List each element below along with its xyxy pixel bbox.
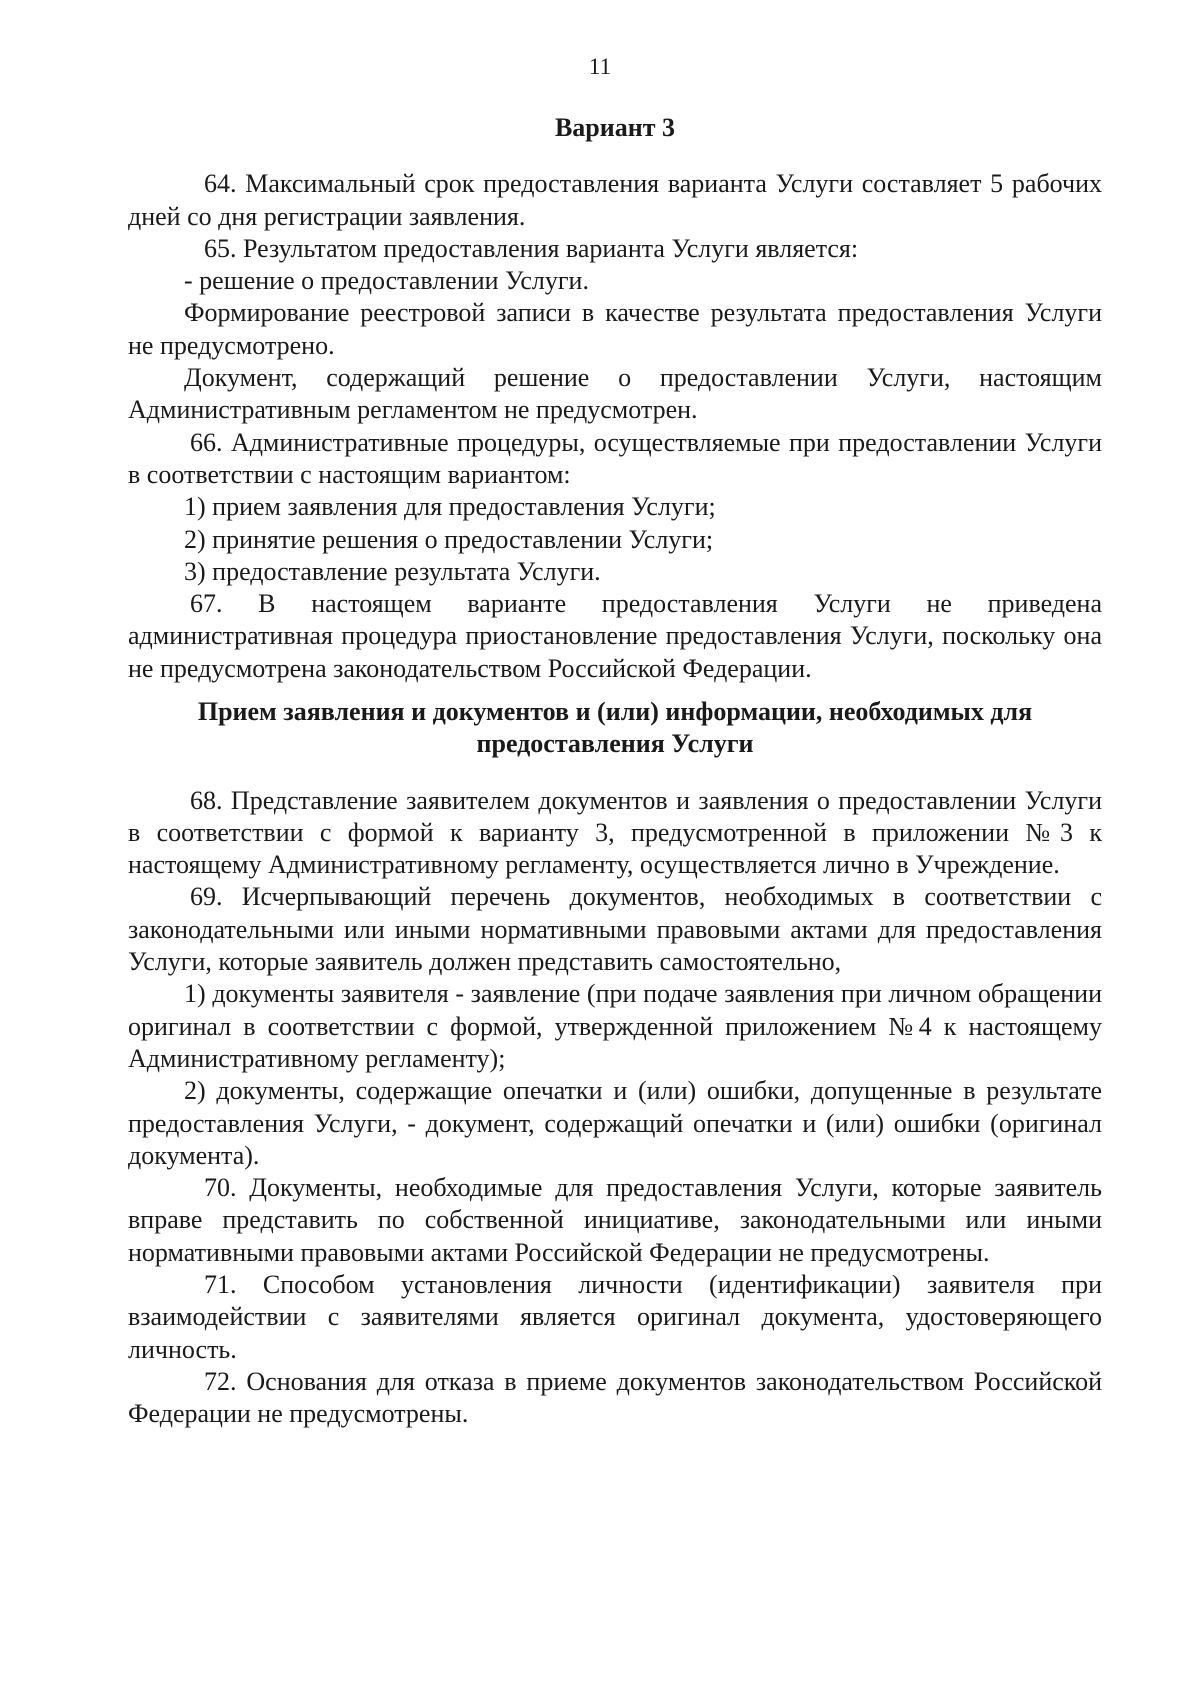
paragraph-65: 65. Результатом предоставления варианта Услуги является:	[204, 233, 859, 263]
section-heading-line-1: Прием заявления и документов и (или) информации, необходимых для	[197, 697, 1033, 726]
paragraph-67: 67. В настоящем варианте предоставления Услуги не приведена административная процедура приостановление предоставления Услуги, поскольку она не предусмотрена законодательством Российской Федерации.	[128, 589, 1102, 683]
list-item-3: 3) предоставление результата Услуги.	[184, 556, 601, 586]
paragraph-71: 71. Способом установления личности (идентификации) заявителя при взаимодействии с заявителями является оригинал документа, удостоверяющего личность.	[128, 1270, 1102, 1364]
section-heading: Вариант 3	[554, 113, 676, 142]
paragraph-68: 68. Представление заявителем документов и заявления о предоставлении Услуги в соответствии с формой к варианту 3, предусмотренной в приложении №3 к настоящему Административному регламенту, осуществляется лично в Учреждение.	[128, 785, 1102, 880]
paragraph-72: 72. Основания для отказа в приеме документов законодательством Российской Федерации не предусмотрены.	[128, 1366, 1102, 1429]
list-item-2: 2) принятие решения о предоставлении Услуги;	[184, 524, 714, 554]
list-item-documents-2: 2) документы, содержащие опечатки и (или) ошибки, допущенные в результате предоставления Услуги, - документ, содержащий опечатки и (или) ошибки (оригинал документа).	[128, 1076, 1102, 1170]
paragraph-decision-document: Документ, содержащий решение о предоставлении Услуги, настоящим Административным регламентом не предусмотрен.	[128, 363, 1102, 425]
paragraph-register-entry: Формирование реестровой записи в качестве результата предоставления Услуги не предусмотрено.	[128, 298, 1102, 360]
section-application-reception	[128, 696, 1102, 1431]
section-heading-line-2: предоставления Услуги	[476, 729, 754, 759]
list-item-documents-1: 1) документы заявителя - заявление (при подаче заявления при личном обращении оригинал в соответствии с формой, утвержденной приложением №4 к настоящему Административному регламенту);	[128, 979, 1102, 1073]
paragraph-65-item: - решение о предоставлении Услуги.	[184, 266, 589, 296]
paragraph-70: 70. Документы, необходимые для предоставления Услуги, которые заявитель вправе представить по собственной инициативе, законодательными или иными нормативными правовыми актами Российской Федерации не предусмотрены.	[128, 1173, 1102, 1267]
page-number: 11	[588, 54, 612, 79]
paragraph-66: 66. Административные процедуры, осуществляемые при предоставлении Услуги в соответствии с настоящим вариантом:	[128, 427, 1102, 489]
paragraph-64: 64. Максимальный срок предоставления варианта Услуги составляет 5 рабочих дней со дня регистрации заявления.	[128, 169, 1102, 231]
paragraph-69: 69. Исчерпывающий перечень документов, необходимых в соответствии с законодательными или иными нормативными правовыми актами для предоставления Услуги, которые заявитель должен представить самостоятельно,	[128, 882, 1102, 977]
section-variant-3	[128, 112, 1102, 685]
list-item-1: 1) прием заявления для предоставления Услуги;	[184, 492, 716, 522]
